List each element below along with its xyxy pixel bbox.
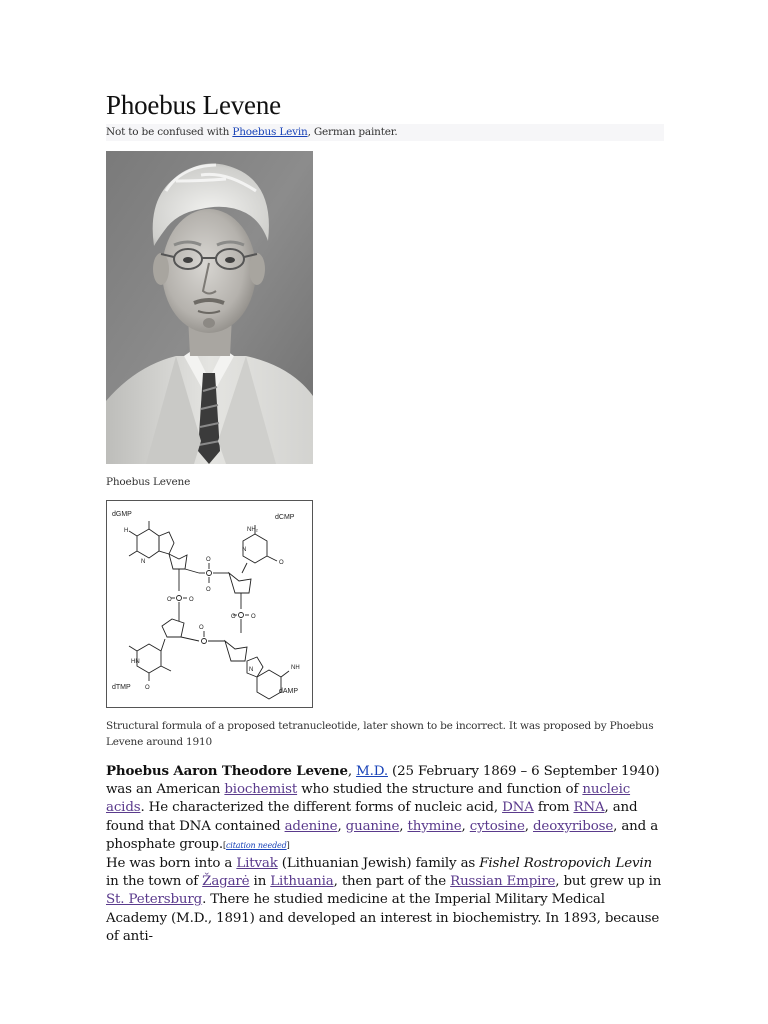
svg-text:O: O bbox=[199, 625, 204, 631]
label-damp: dAMP bbox=[279, 688, 299, 695]
text-run: , bbox=[399, 818, 408, 834]
text-run: in the town of bbox=[106, 874, 203, 890]
hatnote-link-phoebus-levin[interactable]: Phoebus Levin bbox=[232, 126, 308, 138]
page-title: Phoebus Levene bbox=[106, 90, 281, 120]
portrait-caption: Phoebus Levene bbox=[106, 476, 191, 488]
link-biochemist[interactable]: biochemist bbox=[224, 782, 298, 798]
text-run: , and a phosphate group. bbox=[106, 818, 659, 852]
link-litvak[interactable]: Litvak bbox=[236, 856, 278, 872]
text-run: who studied the structure and function of bbox=[297, 782, 583, 798]
citation-needed bbox=[223, 841, 290, 850]
hatnote bbox=[106, 124, 664, 141]
text-run: from bbox=[533, 800, 574, 816]
svg-text:O: O bbox=[167, 597, 172, 603]
intro-paragraph bbox=[106, 762, 666, 855]
text-run: , bbox=[461, 818, 470, 834]
svg-text:H: H bbox=[124, 528, 129, 534]
text-run: , bbox=[347, 764, 357, 779]
article-body bbox=[106, 762, 666, 946]
svg-text:HN: HN bbox=[131, 659, 140, 665]
figure-caption: Structural formula of a proposed tetranucleotide, later shown to be incorrect. It was proposed by Phoebus Levene around 1910 bbox=[106, 720, 654, 748]
svg-text:NH: NH bbox=[291, 665, 300, 671]
link-cytosine[interactable]: cytosine bbox=[469, 818, 525, 834]
svg-text:N: N bbox=[242, 547, 247, 553]
link-st-petersburg[interactable]: St. Petersburg bbox=[106, 892, 203, 908]
label-nh2: NH₂ bbox=[247, 527, 258, 533]
portrait-photo[interactable] bbox=[106, 151, 313, 464]
link-dna[interactable]: DNA bbox=[502, 800, 534, 816]
cite-bracket: [ bbox=[222, 840, 226, 850]
svg-text:O: O bbox=[206, 587, 211, 593]
text-run: . There he studied medicine at the Imperial Military Medical Academy (M.D., 1891) and developed an interest in biochemistry. In 1893, because of anti- bbox=[106, 892, 660, 944]
svg-text:N: N bbox=[249, 667, 254, 673]
svg-text:O: O bbox=[189, 597, 194, 603]
tetranucleotide-figure[interactable] bbox=[106, 500, 313, 708]
text-run: , and found that DNA contained bbox=[106, 800, 638, 834]
svg-text:O: O bbox=[206, 557, 211, 563]
cite-bracket: ] bbox=[286, 840, 290, 850]
link-guanine[interactable]: guanine bbox=[345, 818, 400, 834]
link-lithuania[interactable]: Lithuania bbox=[270, 874, 334, 890]
tetranucleotide-diagram bbox=[107, 501, 312, 707]
text-run: . He characterized the different forms of nucleic acid, bbox=[140, 800, 503, 816]
portrait-image bbox=[106, 151, 313, 464]
text-run: (25 February 1869 – 6 September 1940) was an American bbox=[106, 764, 660, 798]
text-run: in bbox=[249, 874, 271, 890]
hatnote-prefix: Not to be confused with bbox=[106, 126, 233, 138]
text-run: , but grew up in bbox=[555, 874, 662, 890]
label-dgmp: dGMP bbox=[112, 511, 132, 518]
svg-text:O: O bbox=[145, 685, 150, 691]
link-citation-needed[interactable]: citation needed bbox=[225, 840, 287, 850]
link-russian-empire[interactable]: Russian Empire bbox=[450, 874, 556, 890]
link-thymine[interactable]: thymine bbox=[407, 818, 462, 834]
link-rna[interactable]: RNA bbox=[573, 800, 605, 816]
label-dcmp: dCMP bbox=[275, 514, 295, 521]
text-run: (Lithuanian Jewish) family as bbox=[277, 856, 480, 872]
text-run: He was born into a bbox=[106, 856, 237, 872]
text-run: , bbox=[524, 818, 533, 834]
svg-text:O: O bbox=[279, 560, 284, 566]
subject-name: Phoebus Aaron Theodore Levene bbox=[106, 763, 348, 779]
link-zagare[interactable]: Žagarė bbox=[202, 874, 250, 890]
hatnote-suffix: , German painter. bbox=[307, 126, 398, 138]
link-deoxyribose[interactable]: deoxyribose bbox=[533, 818, 614, 834]
text-run: , then part of the bbox=[333, 874, 451, 890]
link-nucleic-acids[interactable]: nucleic acids bbox=[106, 782, 631, 816]
birth-name: Fishel Rostropovich Levin bbox=[479, 856, 653, 872]
link-adenine[interactable]: adenine bbox=[284, 818, 338, 834]
svg-text:O: O bbox=[231, 614, 236, 620]
text-run: , bbox=[337, 818, 346, 834]
label-dtmp: dTMP bbox=[112, 684, 131, 691]
svg-text:O: O bbox=[251, 614, 256, 620]
link-md[interactable]: M.D. bbox=[356, 764, 388, 779]
svg-text:N: N bbox=[141, 559, 146, 565]
early-life-paragraph bbox=[106, 855, 666, 946]
